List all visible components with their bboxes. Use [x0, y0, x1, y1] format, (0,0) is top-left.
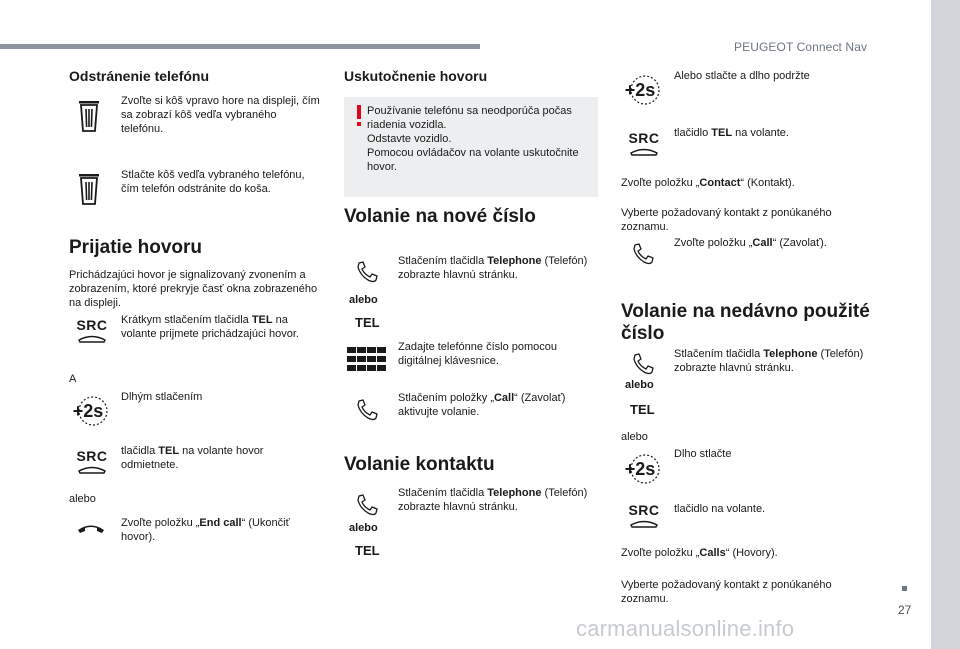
long-press-label: Dlhým stlačením: [121, 391, 203, 403]
phone-icon: [355, 260, 379, 284]
or-label: alebo: [349, 294, 378, 306]
contact-title: Volanie kontaktu: [344, 454, 495, 475]
brand-title: PEUGEOT Connect Nav: [734, 40, 868, 54]
new-number-step-1: Stlačením tlačidla Telephone (Telefón) zobrazte hlavnú stránku.: [398, 255, 588, 281]
phone-icon: [631, 352, 655, 376]
new-number-step-2: Zadajte telefónne číslo pomocou digitálnej klávesnice.: [398, 341, 557, 367]
src-button-icon: SRC: [626, 131, 662, 159]
src-button-icon: SRC: [626, 503, 662, 531]
connector-or: alebo: [69, 493, 96, 505]
recent-number-title: Volanie na nedávno použité číslo: [621, 301, 870, 344]
page-marker: [902, 586, 907, 591]
side-strip: [931, 0, 960, 649]
reject-call: tlačidla TEL na volante hovor odmietnete.: [121, 445, 264, 471]
watermark: carmanualsonline.info: [576, 616, 795, 641]
new-number-step-3: Stlačením položky „Call“ (Zavolať) aktivujte volanie.: [398, 392, 566, 418]
receive-intro: Prichádzajúci hovor je signalizovaný zvonením a zobrazením, ktoré prekryje časť okna zobrazeného na displeji.: [69, 269, 318, 309]
or-label: alebo: [349, 522, 378, 534]
tel-label: TEL: [630, 402, 655, 417]
tel-button-step: tlačidlo TEL na volante.: [674, 127, 789, 139]
recent-step-1: Stlačením tlačidla Telephone (Telefón) zobrazte hlavnú stránku.: [674, 348, 864, 374]
trash-icon: [78, 100, 100, 132]
svg-text:+2s: +2s: [72, 401, 104, 421]
tel-label: TEL: [355, 315, 380, 330]
warning-icon: [351, 105, 367, 127]
connector-or: alebo: [621, 431, 648, 443]
keypad-icon: [347, 347, 387, 371]
long-press-icon: [618, 453, 662, 485]
press-long-label: Dlho stlačte: [674, 448, 732, 460]
wheel-button-step: tlačidlo na volante.: [674, 503, 766, 515]
remove-phone-title: Odstránenie telefónu: [69, 68, 210, 84]
warning-text: Používanie telefónu sa neodporúča počas riadenia vozidla. Odstavte vozidlo. Pomocou ovládačov na volante uskutočnite hovor.: [367, 105, 579, 173]
tel-label: TEL: [355, 543, 380, 558]
choose-contact-2: Vyberte požadovaný kontakt z ponúkaného zoznamu.: [621, 579, 832, 605]
long-press-icon: [66, 395, 110, 427]
remove-step-1: Zvoľte si kôš vpravo hore na displeji, čím sa zobrazí kôš vedľa vybraného telefónu.: [121, 95, 320, 135]
src-button-icon: SRC: [74, 449, 110, 477]
connector-a: A: [69, 373, 77, 385]
svg-text:+2s: +2s: [624, 80, 656, 100]
select-contact-step: Zvoľte položku „Contact“ (Kontakt).: [621, 177, 795, 189]
src-button-icon: SRC: [74, 318, 110, 346]
phone-icon: [631, 242, 655, 266]
new-number-title: Volanie na nové číslo: [344, 206, 536, 227]
select-calls-step: Zvoľte položku „Calls“ (Hovory).: [621, 547, 778, 559]
warning-box: [344, 97, 598, 197]
choose-contact: Vyberte požadovaný kontakt z ponúkaného zoznamu.: [621, 207, 832, 233]
svg-text:+2s: +2s: [624, 459, 656, 479]
or-label: alebo: [625, 379, 654, 391]
contact-step-1: Stlačením tlačidla Telephone (Telefón) zobrazte hlavnú stránku.: [398, 487, 588, 513]
receive-short-press: Krátkym stlačením tlačidla TEL na volante prijmete prichádzajúci hovor.: [121, 314, 299, 340]
end-call-step: Zvoľte položku „End call“ (Ukončiť hovor).: [121, 517, 290, 543]
page-number: 27: [898, 603, 912, 617]
hold-instruction: Alebo stlačte a dlho podržte: [674, 70, 810, 82]
remove-step-2: Stlačte kôš vedľa vybraného telefónu, čím telefón odstránite do koša.: [121, 169, 305, 195]
call-step: Zvoľte položku „Call“ (Zavolať).: [674, 237, 827, 249]
long-press-icon: [618, 74, 662, 106]
phone-icon: [355, 398, 379, 422]
receive-call-title: Prijatie hovoru: [69, 237, 203, 258]
make-call-title: Uskutočnenie hovoru: [344, 68, 488, 84]
trash-icon: [78, 173, 100, 205]
phone-icon: [355, 493, 379, 517]
header-bar: [0, 44, 480, 49]
hang-up-icon: [76, 521, 106, 535]
